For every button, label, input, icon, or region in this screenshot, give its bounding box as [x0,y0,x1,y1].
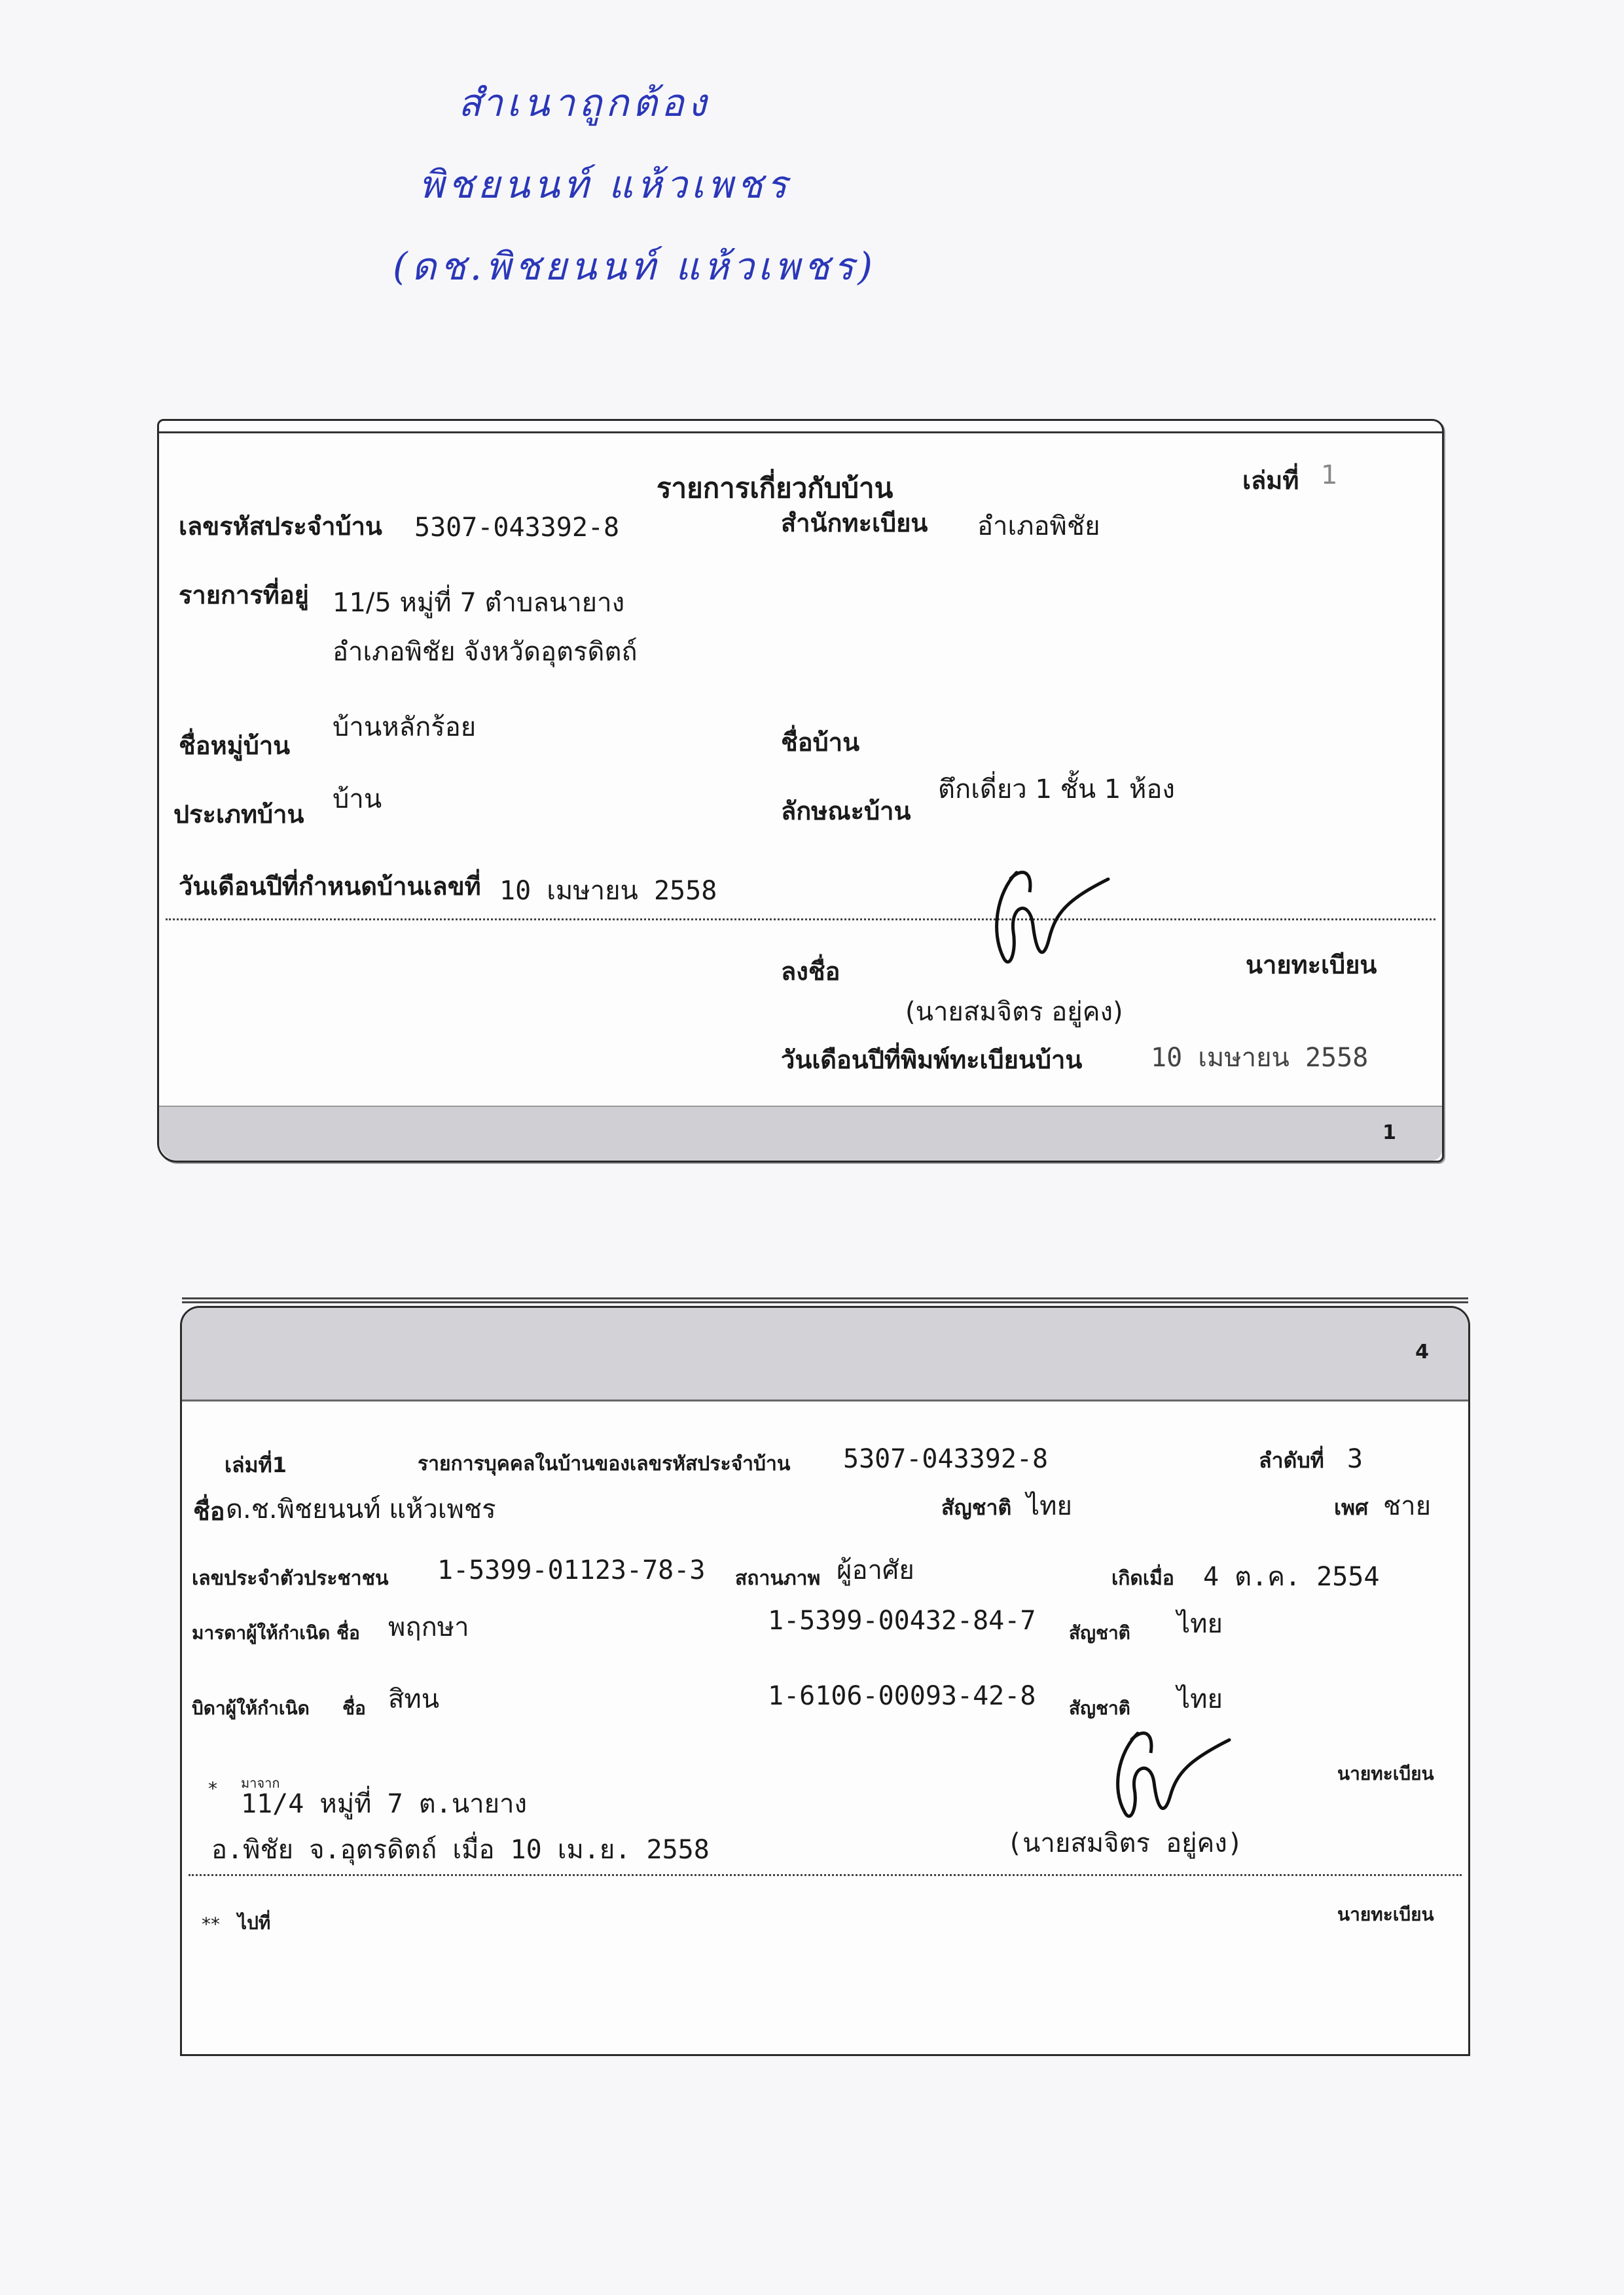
from-line1: 11/4 หมู่ที่ 7 ต.นายาง [241,1789,528,1819]
sex-label: เพศ [1334,1495,1369,1520]
father-nationality-label: สัญชาติ [1069,1697,1130,1719]
address-line1: 11/5 หมู่ที่ 7 ตำบลนายาง [333,588,625,618]
mother-nationality-label: สัญชาติ [1069,1622,1130,1644]
house-style-value: ตึกเดี่ยว 1 ชั้น 1 ห้อง [938,774,1175,804]
page-edge-line [182,1297,1468,1299]
house-style-label: ลักษณะบ้าน [781,797,911,825]
nationality-value: ไทย [1026,1491,1072,1521]
handwritten-name: พิชยนนท์ แห้วเพชร [419,162,791,207]
address-label: รายการที่อยู่ [179,581,309,609]
book-label: เล่มที่1 [225,1453,287,1477]
printed-date-label: วันเดือนปีที่พิมพ์ทะเบียนบ้าน [781,1045,1083,1074]
assigned-date-label: วันเดือนปีที่กำหนดบ้านเลขที่ [179,872,481,901]
registry-office-label: สำนักทะเบียน [781,509,928,537]
handwritten-certified-copy: สำเนาถูกต้อง [458,81,711,125]
card-header-band [182,1308,1468,1401]
address-line2: อำเภอพิชัย จังหวัดอุตรดิตถ์ [333,637,638,667]
to-label: ไปที่ [238,1912,271,1934]
father-id: 1-6106-00093-42-8 [768,1681,1036,1711]
person-record-card [180,1306,1470,2056]
sex-value: ชาย [1383,1491,1432,1521]
separator-dotted [189,1874,1462,1876]
name-label: ชื่อ [193,1497,225,1526]
birth-label: เกิดเมื่อ [1111,1567,1174,1590]
status-value: ผู้อาศัย [837,1555,914,1585]
registrar-name: (นายสมจิตร อยู่คง) [905,997,1123,1027]
registrar-signature [1092,1714,1236,1838]
book-label: เล่มที่ [1242,466,1299,495]
to-marker: ** [202,1913,220,1935]
sign-label: ลงชื่อ [781,957,840,986]
card-footer-band [159,1106,1442,1161]
citizen-id-label: เลขประจำตัวประชาชน [192,1567,389,1590]
registrar-label: นายทะเบียน [1337,1763,1434,1784]
registry-office-value: อำเภอพิชัย [977,511,1100,541]
birth-value: 4 ต.ค. 2554 [1203,1562,1380,1592]
house-type-value: บ้าน [333,784,382,814]
registrar-signature [971,853,1115,984]
father-label: บิดาผู้ให้กำเนิด [192,1697,310,1719]
registrar-name: (นายสมจิตร อยู่คง) [1007,1828,1243,1858]
house-id-value: 5307-043392-8 [843,1444,1049,1474]
registrar-label-2: นายทะเบียน [1337,1904,1434,1925]
from-label: มาจาก [241,1775,280,1791]
status-label: สถานภาพ [735,1567,821,1590]
house-type-label: ประเภทบ้าน [173,800,304,829]
from-marker: * [208,1778,217,1799]
nationality-label: สัญชาติ [941,1495,1012,1520]
card-top-edge [159,421,1442,433]
separator-dotted [166,918,1435,920]
handwritten-name-bracket: (ดช.พิชยนนท์ แห้วเพชร) [393,244,877,289]
page-number: 4 [1415,1341,1429,1364]
person-record-title: รายการบุคคลในบ้านของเลขรหัสประจำบ้าน [418,1453,791,1475]
mother-nationality-value: ไทย [1177,1609,1223,1639]
printed-date-value: 10 เมษายน 2558 [1151,1043,1369,1073]
village-label: ชื่อหมู่บ้าน [179,731,291,760]
page-edge-line [182,1301,1468,1303]
house-id-label: เลขรหัสประจำบ้าน [179,512,382,541]
house-id-value: 5307-043392-8 [414,513,620,543]
village-value: บ้านหลักร้อย [333,712,477,742]
from-line2: อ.พิชัย จ.อุตรดิตถ์ เมื่อ 10 เม.ย. 2558 [211,1835,710,1865]
order-label: ลำดับที่ [1259,1448,1324,1473]
order-value: 3 [1347,1444,1363,1474]
page-number: 1 [1382,1121,1396,1144]
mother-id: 1-5399-00432-84-7 [768,1606,1036,1636]
house-record-title: รายการเกี่ยวกับบ้าน [657,472,893,504]
house-record-card [157,419,1444,1163]
book-value: 1 [1321,460,1338,490]
father-nationality-value: ไทย [1177,1684,1223,1714]
mother-label: มารดาผู้ให้กำเนิด ชื่อ [192,1622,360,1644]
house-name-label: ชื่อบ้าน [781,728,860,757]
name-value: ด.ช.พิชยนนท์ แห้วเพชร [226,1494,496,1525]
assigned-date-value: 10 เมษายน 2558 [499,876,717,906]
mother-name: พฤกษา [388,1612,469,1642]
father-name: สิทน [388,1684,440,1714]
citizen-id-value: 1-5399-01123-78-3 [437,1555,706,1585]
registrar-label: นายทะเบียน [1246,950,1377,979]
father-name-label: ชื่อ [342,1697,366,1719]
